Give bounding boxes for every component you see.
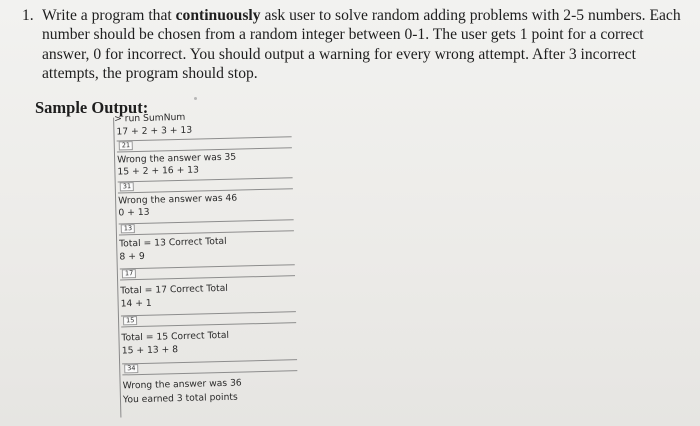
console-line: 8 + 9 xyxy=(119,250,145,263)
console-input-value: 15 xyxy=(123,316,137,325)
console-line: Total = 15 Correct Total xyxy=(121,329,230,344)
console-input-value: 13 xyxy=(121,224,135,233)
console-input-box xyxy=(122,359,297,375)
problem-text-start: Write a program that xyxy=(42,7,176,24)
console-line: 17 + 2 + 3 + 13 xyxy=(116,124,193,138)
console-line: You earned 3 total points xyxy=(122,391,238,406)
problem-text-rest: ask user to solve random adding problems with 2-5 numbers. Each number should be chosen from a random integer between 0-1. The user gets 1 point for a correct answer, 0 for incorrect. You should output a warning for every wrong attempt. After 3 incorrect attempts, the program should stop. xyxy=(42,7,681,82)
console-input-value: 17 xyxy=(122,269,136,278)
console-line: 15 + 2 + 16 + 13 xyxy=(117,164,200,178)
console-input-value: 34 xyxy=(124,364,138,373)
console-line: 0 + 13 xyxy=(118,206,150,219)
problem-number: 1. xyxy=(22,7,34,24)
console-input-value: 21 xyxy=(119,141,133,150)
sample-output-heading: Sample Output: xyxy=(35,98,149,117)
console-line: 14 + 1 xyxy=(120,297,152,310)
console-line: 15 + 13 + 8 xyxy=(121,344,179,357)
page-mark xyxy=(194,97,197,100)
console-line: Total = 17 Correct Total xyxy=(120,282,228,297)
console-input-box xyxy=(119,219,294,235)
problem-text-emphasis: continuously xyxy=(175,7,261,24)
console-command: > run SumNum xyxy=(113,111,186,125)
console-input-box xyxy=(120,264,295,280)
console-input-box xyxy=(121,311,296,327)
console-line: Total = 13 Correct Total xyxy=(119,235,227,250)
console-transcript xyxy=(96,109,314,424)
problem-text xyxy=(42,6,682,83)
console-input-box xyxy=(117,136,292,152)
console-line: Wrong the answer was 35 xyxy=(116,151,237,166)
console-line: Wrong the answer was 36 xyxy=(122,377,242,392)
console-input-box xyxy=(118,177,293,193)
console-line: Wrong the answer was 46 xyxy=(117,192,238,207)
console-input-value: 31 xyxy=(120,182,134,191)
